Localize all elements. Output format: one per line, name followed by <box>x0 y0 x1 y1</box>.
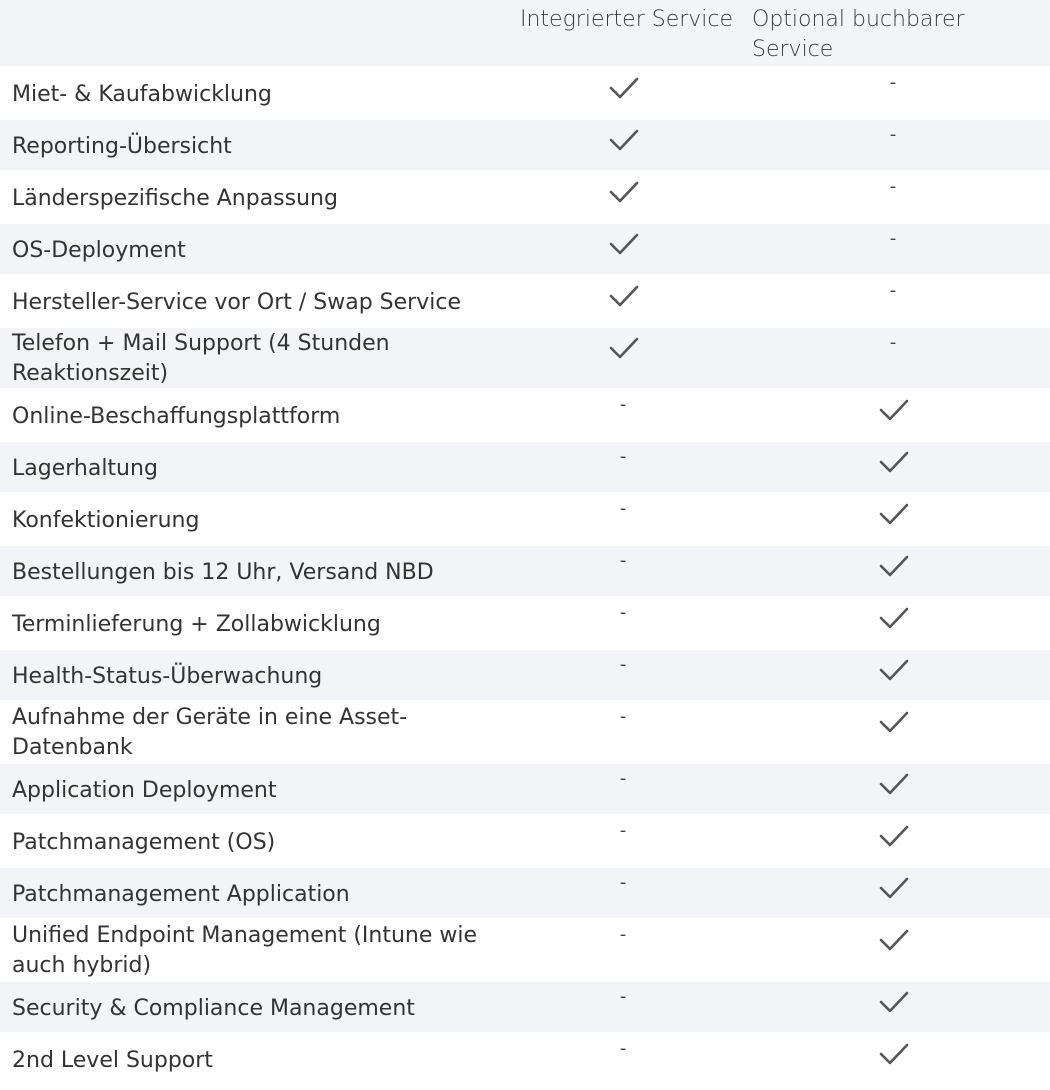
check-icon <box>874 920 914 960</box>
table-row <box>0 546 1050 598</box>
dash-mark: - <box>619 924 627 945</box>
dash-mark: - <box>889 332 897 353</box>
check-icon <box>604 276 644 316</box>
table-row <box>0 650 1050 702</box>
dash-mark: - <box>619 498 627 519</box>
dash-mark: - <box>619 820 627 841</box>
row-label: 2nd Level Support <box>12 1048 213 1073</box>
table-row <box>0 816 1050 868</box>
row-label: Terminlieferung + Zollabwicklung <box>12 612 381 637</box>
dash-mark: - <box>619 654 627 675</box>
check-icon <box>874 650 914 690</box>
table-header <box>0 0 1050 68</box>
check-icon <box>604 120 644 160</box>
check-icon <box>874 598 914 638</box>
row-label: Security & Compliance Management <box>12 996 415 1021</box>
check-icon <box>604 224 644 264</box>
table-row <box>0 982 1050 1034</box>
table-body <box>0 68 1050 1086</box>
check-icon <box>874 764 914 804</box>
table-row <box>0 920 1050 982</box>
dash-mark: - <box>619 986 627 1007</box>
row-label: Patchmanagement (OS) <box>12 830 276 855</box>
check-icon <box>874 442 914 482</box>
dash-mark: - <box>889 124 897 145</box>
check-icon <box>604 68 644 108</box>
table-row <box>0 702 1050 764</box>
row-label: Health-Status-Überwachung <box>12 664 323 689</box>
row-label: Miet- & Kaufabwicklung <box>12 82 272 107</box>
dash-mark: - <box>619 602 627 623</box>
table-row <box>0 224 1050 276</box>
dash-mark: - <box>889 72 897 93</box>
table-row <box>0 120 1050 172</box>
row-label: Bestellungen bis 12 Uhr, Versand NBD <box>12 560 434 585</box>
row-label: Konfektionierung <box>12 508 200 533</box>
row-label: Länderspezifische Anpassung <box>12 186 338 211</box>
check-icon <box>604 328 644 368</box>
dash-mark: - <box>889 228 897 249</box>
dash-mark: - <box>619 768 627 789</box>
row-label: Lagerhaltung <box>12 456 158 481</box>
table-row <box>0 764 1050 816</box>
dash-mark: - <box>619 872 627 893</box>
dash-mark: - <box>889 280 897 301</box>
header-integrated-service: Integrierter Service <box>520 7 734 32</box>
check-icon <box>874 816 914 856</box>
table-row <box>0 68 1050 120</box>
table-row <box>0 1034 1050 1086</box>
table-row <box>0 328 1050 390</box>
check-icon <box>874 390 914 430</box>
row-label: Patchmanagement Application <box>12 882 350 907</box>
check-icon <box>874 982 914 1022</box>
table-row <box>0 598 1050 650</box>
table-row <box>0 172 1050 224</box>
check-icon <box>874 494 914 534</box>
table-row <box>0 390 1050 442</box>
row-label: Application Deployment <box>12 778 277 803</box>
dash-mark: - <box>619 394 627 415</box>
check-icon <box>874 546 914 586</box>
check-icon <box>874 702 914 742</box>
check-icon <box>604 172 644 212</box>
table-row <box>0 442 1050 494</box>
row-label: Hersteller-Service vor Ort / Swap Service <box>12 290 461 315</box>
table-row <box>0 868 1050 920</box>
row-label: Aufnahme der Geräte in eine Asset-Datenbank <box>12 705 408 760</box>
row-label: OS-Deployment <box>12 238 186 263</box>
dash-mark: - <box>889 176 897 197</box>
table-row <box>0 276 1050 328</box>
row-label: Online-Beschaffungsplattform <box>12 404 341 429</box>
row-label: Unified Endpoint Management (Intune wie auch hybrid) <box>12 923 478 978</box>
header-optional-service: Optional buchbarer Service <box>752 7 965 62</box>
row-label: Reporting-Übersicht <box>12 134 232 159</box>
dash-mark: - <box>619 550 627 571</box>
dash-mark: - <box>619 1038 627 1059</box>
dash-mark: - <box>619 446 627 467</box>
check-icon <box>874 868 914 908</box>
check-icon <box>874 1034 914 1074</box>
table-row <box>0 494 1050 546</box>
row-label: Telefon + Mail Support (4 Stunden Reaktionszeit) <box>12 331 390 386</box>
dash-mark: - <box>619 706 627 727</box>
